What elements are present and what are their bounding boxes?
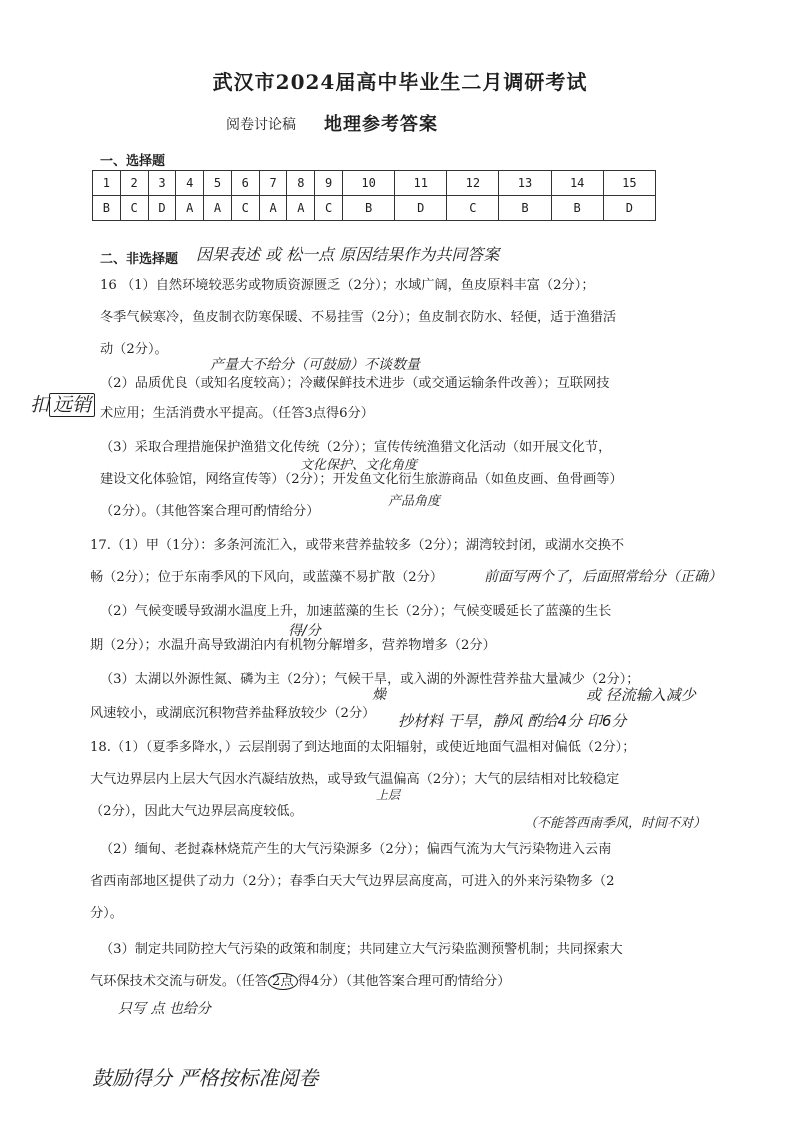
q18-part3-text-b: 得4分）（其他答案合理可酌情给分）: [297, 974, 511, 989]
handwritten-note-q17-1: 前面写两个了，后面照常给分（正确）: [484, 569, 722, 585]
q-number: 15: [603, 171, 655, 196]
q18-part2-line1: （2）缅甸、老挝森林烧荒产生的大气污染源多（2分）；偏西气流为大气污染物进入云南: [100, 842, 612, 857]
handwritten-note-q17-3a: 燥: [372, 687, 386, 703]
q-answer: C: [315, 196, 343, 221]
q-answer: B: [93, 196, 121, 221]
handwritten-footer-note: 鼓励得分 严格按标准阅卷: [92, 1066, 319, 1090]
q16-part1-line2: 冬季气候寒冷，鱼皮制衣防寒保暖、不易挂雪（2分）；鱼皮制衣防水、轻便，适于渔猎活: [100, 310, 617, 325]
draft-label: 阅卷讨论稿: [226, 117, 296, 133]
q-answer: B: [551, 196, 603, 221]
handwritten-note-q18-1: 上层: [376, 788, 401, 802]
q-answer: B: [499, 196, 551, 221]
handwritten-note-q18-3: 只写 点 也给分: [118, 1001, 211, 1017]
q-number: 7: [259, 171, 287, 196]
q-number: 9: [315, 171, 343, 196]
q17-part3-line2: 风速较小，或湖底沉积物营养盐释放较少（2分）: [90, 706, 376, 721]
margin-note-prefix: 扣: [30, 394, 50, 416]
q-number: 1: [93, 171, 121, 196]
q-answer: D: [395, 196, 447, 221]
q18-part3-line2: [90, 972, 510, 991]
q17-part1-line2: 畅（2分）；位于东南季风的下风向，或蓝藻不易扩散（2分）: [90, 570, 444, 585]
handwritten-note-q16-3b: 产品角度: [388, 494, 441, 509]
handwritten-note-q18-2: （不能答西南季风，时间不对）: [524, 816, 707, 831]
q-answer: D: [148, 196, 176, 221]
q-number: 2: [120, 171, 148, 196]
q17-part3-line1: （3）太湖以外源性氮、磷为主（2分）；气候干旱，或入湖的外源性营养盐大量减少（2分）；: [100, 672, 640, 687]
page-title: 武汉市2024届高中毕业生二月调研考试: [212, 70, 588, 94]
q-number: 13: [499, 171, 551, 196]
q18-part3-line1: （3）制定共同防控大气污染的政策和制度；共同建立大气污染监测预警机制；共同探索大: [100, 942, 623, 957]
q18-part1-line1: 18.（1）（夏季多降水，）云层削弱了到达地面的太阳辐射，或使近地面气温相对偏低（2分）；: [90, 740, 636, 755]
q-number: 6: [231, 171, 259, 196]
q18-part1-line3: （2分），因此大气边界层高度较低。: [90, 804, 303, 819]
q16-part3-line1: （3）采取合理措施保护渔猎文化传统（2分）；宣传传统渔猎文化活动（如开展文化节，: [100, 440, 612, 455]
q-answer: A: [287, 196, 315, 221]
q16-part1-line3: 动（2分）。: [100, 342, 168, 357]
margin-note-boxed: 远销: [49, 393, 95, 417]
answer-table-answers-row: [93, 196, 656, 221]
handwritten-note-q17-3c: 抄材料 干旱，静风 酌给4分 印6分: [398, 712, 627, 730]
section2-heading: 二、非选择题: [100, 252, 179, 267]
handwritten-note-q17-2: 得/分: [288, 623, 321, 639]
answer-table-numbers-row: [93, 171, 656, 196]
q-number: 11: [395, 171, 447, 196]
handwritten-margin-note: [30, 390, 95, 417]
handwritten-note-q17-3b: 或 径流输入减少: [586, 686, 696, 704]
q-answer: B: [343, 196, 395, 221]
q18-part3-text-a: 气环保技术交流与研发。（任答: [90, 974, 269, 989]
q17-part2-line2: 期（2分）；水温升高导致湖泊内有机物分解增多，营养物增多（2分）: [90, 638, 496, 653]
circled-points: 2点: [268, 973, 298, 990]
q18-part1-line2: 大气边界层内上层大气因水汽凝结放热，或导致气温偏高（2分）；大气的层结相对比较稳定: [90, 772, 620, 787]
q-number: 3: [148, 171, 176, 196]
q18-part2-line2: 省西南部地区提供了动力（2分）；春季白天大气边界层高度高，可进入的外来污染物多（2: [90, 874, 615, 889]
q-answer: C: [120, 196, 148, 221]
q16-part2-line1: （2）品质优良（或知名度较高）；冷藏保鲜技术进步（或交通运输条件改善）；互联网技: [100, 376, 610, 391]
q16-part3-line2: 建设文化体验馆，网络宣传等）（2分）；开发鱼文化衍生旅游商品（如鱼皮画、鱼骨画等）: [100, 472, 623, 487]
q17-part2-line1: （2）气候变暖导致湖水温度上升，加速蓝藻的生长（2分）；气候变暖延长了蓝藻的生长: [100, 604, 612, 619]
section1-heading: 一、选择题: [100, 154, 166, 169]
handwritten-note-q16-3a: 文化保护、文化角度: [300, 458, 418, 473]
q-number: 8: [287, 171, 315, 196]
q-number: 4: [176, 171, 204, 196]
doc-title: 地理参考答案: [324, 114, 438, 135]
q-answer: D: [603, 196, 655, 221]
q-number: 10: [343, 171, 395, 196]
q-answer: A: [176, 196, 204, 221]
handwritten-note-q16-2: 产量大不给分（可鼓励）不谈数量: [210, 357, 420, 373]
q-number: 5: [204, 171, 232, 196]
q-answer: A: [204, 196, 232, 221]
handwritten-note-grading: 因果表述 或 松一点 原因结果作为共同答案: [196, 245, 500, 264]
q-answer: C: [231, 196, 259, 221]
q16-part1-line1: 16 （1）自然环境较恶劣或物质资源匮乏（2分）；水域广阔，鱼皮原料丰富（2分）；: [100, 278, 595, 293]
q-answer: C: [447, 196, 499, 221]
answer-table: [92, 170, 656, 221]
q16-part2-line2: 术应用；生活消费水平提高。（任答3点得6分）: [100, 406, 374, 421]
q-number: 14: [551, 171, 603, 196]
q18-part2-line3: 分）。: [90, 906, 123, 921]
q16-part3-line3: （2分）。（其他答案合理可酌情给分）: [100, 504, 320, 519]
q-number: 12: [447, 171, 499, 196]
q17-part1-line1: 17.（1）甲（1分）：多条河流汇入，或带来营养盐较多（2分）；湖湾较封闭，或湖水交换不: [90, 538, 625, 553]
q-answer: A: [259, 196, 287, 221]
